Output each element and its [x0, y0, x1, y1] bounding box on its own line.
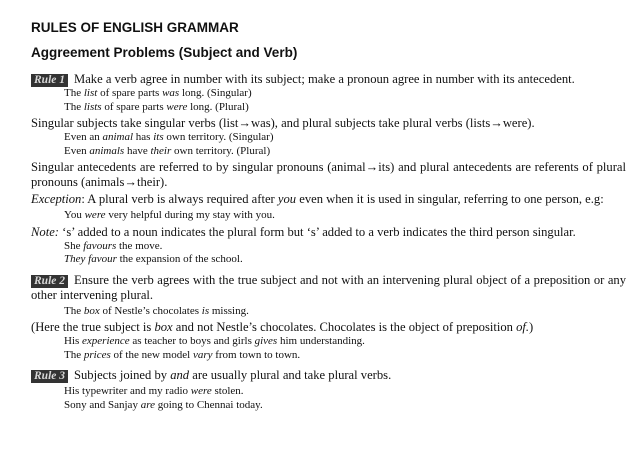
rule-2-text: Ensure the verb agrees with the true subject and not with an intervening plural object of a preposition or any other intervening plural.: [31, 272, 626, 302]
example-line: The prices of the new model vary from town to town.: [64, 348, 301, 361]
example-line: They favour the expansion of the school.: [64, 253, 243, 265]
example-line: She favours the move.: [64, 239, 163, 252]
rule-3-statement: Rule 3 Subjects joined by and are usually plural and take plural verbs.: [31, 368, 626, 383]
example-line: Even an animal has its own territory. (Singular): [64, 131, 274, 143]
rule-2-badge: Rule 2: [31, 275, 68, 288]
section-heading: Aggreement Problems (Subject and Verb): [31, 45, 298, 60]
example-line: The lists of spare parts were long. (Plural): [64, 100, 249, 113]
rule-3-badge: Rule 3: [31, 370, 68, 383]
rule-2-statement: [31, 273, 626, 303]
note-paragraph: Note: ‘s’ added to a noun indicates the plural form but ‘s’ added to a verb indicates the third person singular.: [31, 224, 576, 239]
rule-1-statement: [31, 72, 626, 87]
rule-1-text: Make a verb agree in number with its subject; make a pronoun agree in number with its antecedent.: [74, 72, 575, 86]
body-paragraph: (Here the true subject is box and not Nestle’s chocolates. Chocolates is the object of preposition of.): [31, 320, 534, 334]
example-line: You were very helpful during my stay with you.: [64, 209, 275, 221]
body-paragraph: Singular subjects take singular verbs (list→was), and plural subjects take plural verbs (lists→were).: [31, 116, 535, 130]
example-line: The box of Nestle’s chocolates is missing.: [64, 304, 249, 317]
exception-label: Exception: [31, 192, 82, 206]
rule-1-badge: Rule 1: [31, 74, 68, 87]
example-line: His typewriter and my radio were stolen.: [64, 385, 244, 397]
exception-paragraph: Exception: A plural verb is always required after you even when it is used in singular, referring to one person, e.g:: [31, 192, 604, 206]
example-line: His experience as teacher to boys and girls gives him understanding.: [64, 335, 365, 347]
page-title: RULES OF ENGLISH GRAMMAR: [31, 20, 239, 35]
example-line: The list of spare parts was long. (Singular): [64, 87, 252, 99]
example-line: Even animals have their own territory. (Plural): [64, 144, 271, 157]
body-paragraph: Singular antecedents are referred to by singular pronouns (animal→its) and plural antecedents are referents of plural pronouns (animals→their).: [31, 160, 626, 189]
note-label: Note:: [31, 224, 59, 239]
example-line: Sony and Sanjay are going to Chennai today.: [64, 398, 263, 411]
